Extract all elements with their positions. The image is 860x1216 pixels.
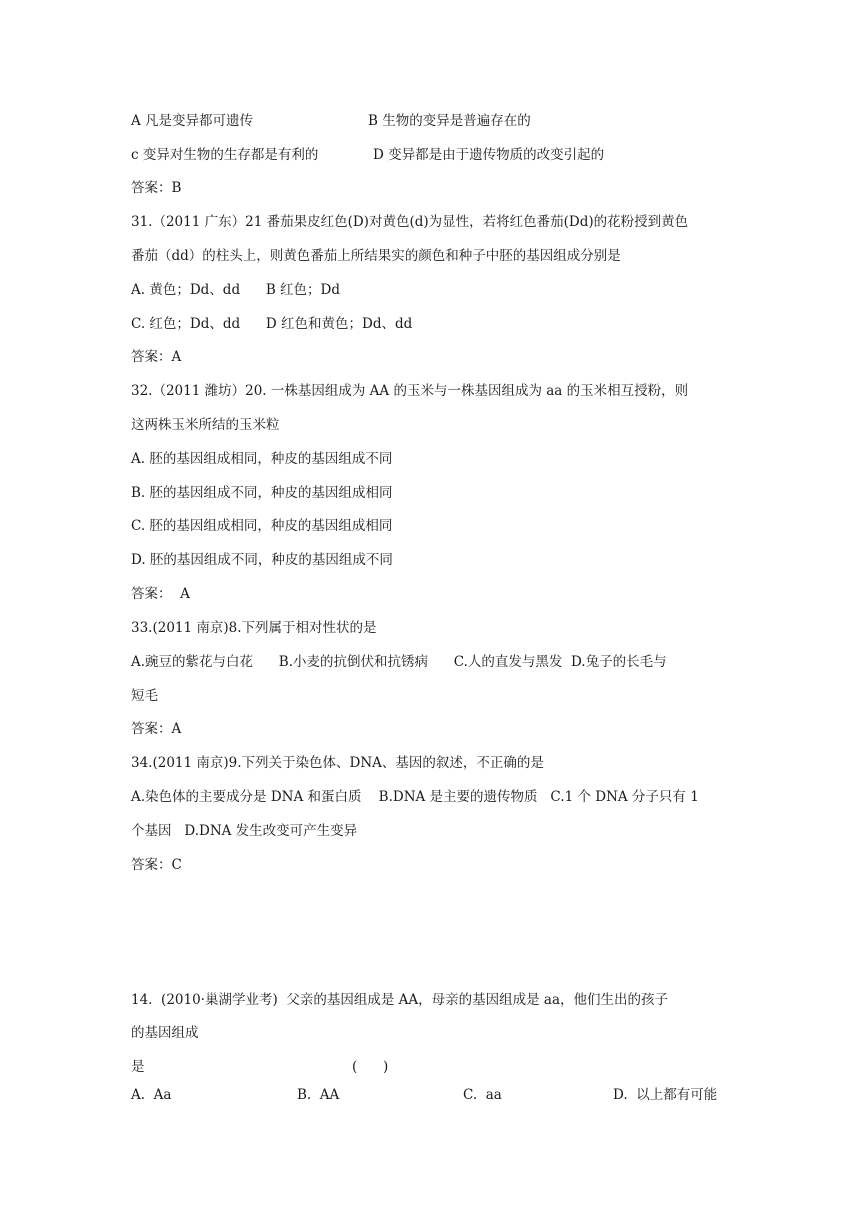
option-b: B. AA bbox=[297, 1087, 340, 1103]
question-31-cont: 番茄（dd）的柱头上，则黄色番茄上所结果实的颜色和种子中胚的基因组成分别是 bbox=[131, 248, 621, 264]
answer-blank: ( ) bbox=[352, 1059, 389, 1075]
option-a: A. Aa bbox=[131, 1087, 172, 1103]
options-cd: C. 红色；Dd、dd D 红色和黄色；Dd、dd bbox=[131, 316, 413, 332]
option-b: B. 胚的基因组成不同，种皮的基因组成相同 bbox=[131, 485, 393, 501]
option-d: D. 胚的基因组成不同，种皮的基因组成不同 bbox=[131, 552, 393, 568]
question-32: 32.（2011 潍坊）20. 一株基因组成为 AA 的玉米与一株基因组成为 aa 的玉米相互授粉，则 bbox=[131, 383, 689, 399]
question-31: 31.（2011 广东）21 番茄果皮红色(D)对黄色(d)为显性，若将红色番茄(Dd)的花粉授到黄色 bbox=[131, 214, 689, 230]
question-34: 34.(2011 南京)9.下列关于染色体、DNA、基因的叙述，不正确的是 bbox=[131, 755, 544, 771]
question-14-stem-end: 是 bbox=[131, 1059, 145, 1075]
question-32-cont: 这两株玉米所结的玉米粒 bbox=[131, 417, 280, 433]
option-c: C. 胚的基因组成相同，种皮的基因组成相同 bbox=[131, 518, 393, 534]
answer: 答案： A bbox=[131, 586, 190, 602]
option-c: c 变异对生物的生存都是有利的 bbox=[131, 147, 319, 163]
answer: 答案：A bbox=[131, 721, 182, 737]
answer: 答案：A bbox=[131, 349, 182, 365]
question-33-options: A.豌豆的紫花与白花 B.小麦的抗倒伏和抗锈病 C.人的直发与黑发 D.兔子的长毛与 bbox=[131, 654, 667, 670]
option-d: D. 以上都有可能 bbox=[613, 1087, 718, 1103]
options-ab: A. 黄色；Dd、dd B 红色；Dd bbox=[131, 282, 341, 298]
question-14: 14. (2010·巢湖学业考) 父亲的基因组成是 AA，母亲的基因组成是 aa，他们生出的孩子 bbox=[131, 992, 668, 1008]
question-33-options-cont: 短毛 bbox=[131, 688, 158, 704]
question-34-options: A.染色体的主要成分是 DNA 和蛋白质 B.DNA 是主要的遗传物质 C.1 个 DNA 分子只有 1 bbox=[131, 789, 699, 805]
answer: 答案：B bbox=[131, 180, 182, 196]
option-b: B 生物的变异是普遍存在的 bbox=[368, 113, 531, 129]
option-a: A 凡是变异都可遗传 bbox=[131, 113, 254, 129]
option-c: C. aa bbox=[463, 1087, 502, 1103]
question-33: 33.(2011 南京)8.下列属于相对性状的是 bbox=[131, 620, 377, 636]
option-d: D 变异都是由于遗传物质的改变引起的 bbox=[373, 147, 605, 163]
question-34-options-cont: 个基因 D.DNA 发生改变可产生变异 bbox=[131, 823, 358, 839]
answer: 答案：C bbox=[131, 857, 182, 873]
option-a: A. 胚的基因组成相同，种皮的基因组成不同 bbox=[131, 451, 393, 467]
question-14-cont: 的基因组成 bbox=[131, 1025, 199, 1041]
